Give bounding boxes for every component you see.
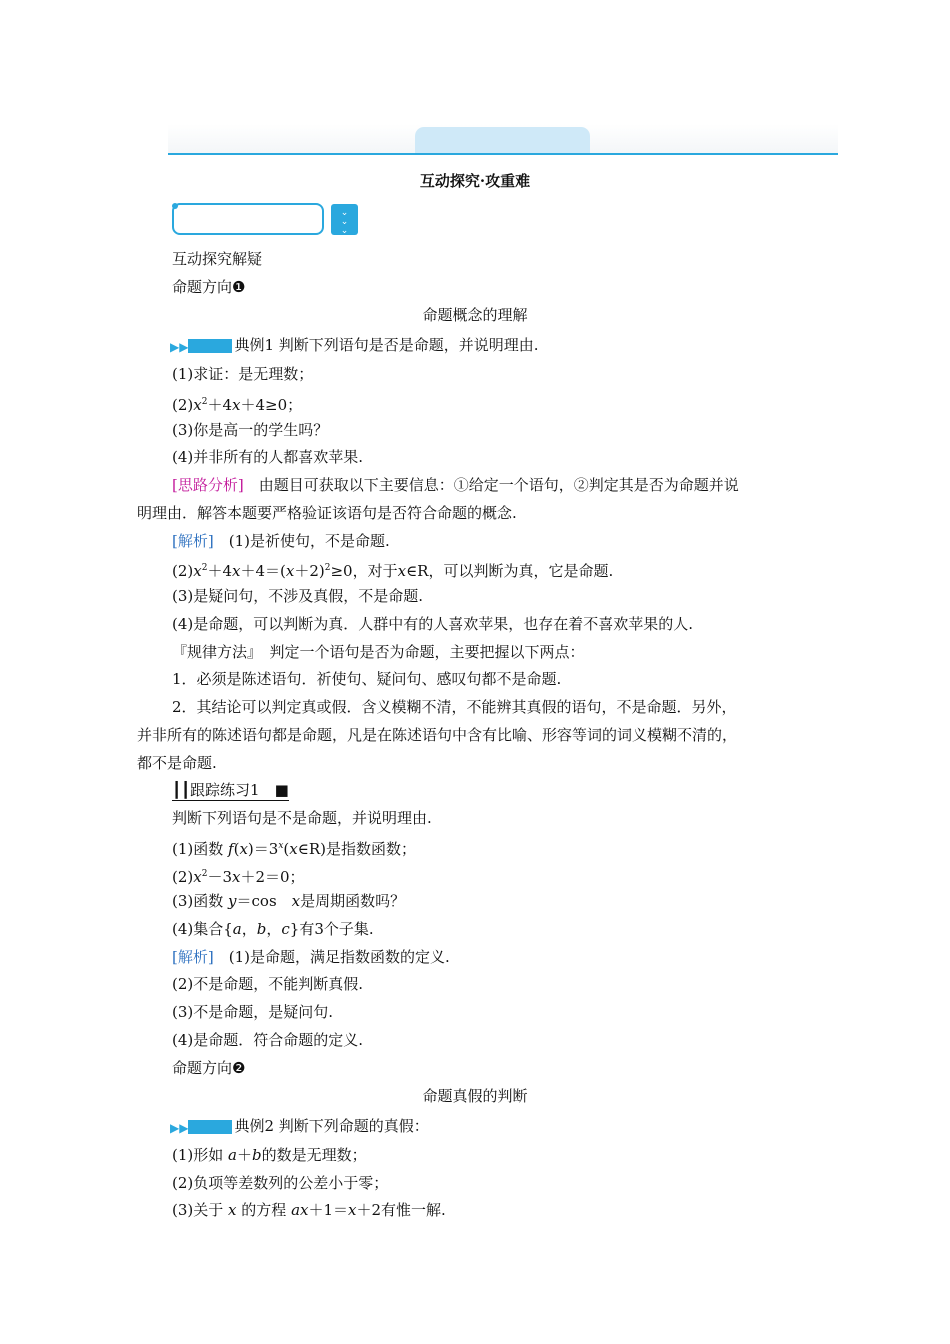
example-marker-icon: ▶▶ <box>170 1117 232 1138</box>
topic-title-2: 命题真假的判断 <box>422 1087 528 1105</box>
text-line: (3)你是高一的学生吗？ <box>172 421 329 439</box>
text-line: (1)求证：是无理数； <box>172 365 314 383</box>
text-line: 1．必须是陈述语句．祈使句、疑问句、感叹句都不是命题. <box>172 670 562 688</box>
text-line: 都不是命题. <box>137 754 217 772</box>
solution-tag: [解析] <box>172 532 214 550</box>
subheading-explore: 互动探究解疑 <box>172 250 263 268</box>
method-line: 『规律方法』 判定一个语句是否为命题，主要把握以下两点： <box>172 643 585 661</box>
text-line: (4)并非所有的人都喜欢苹果. <box>172 448 364 466</box>
solution-line: [解析] (1)是祈使句，不是命题. <box>172 532 390 550</box>
text-line: (4)是命题．符合命题的定义. <box>172 1031 364 1049</box>
direction-heading-1: 命题方向❶ <box>172 278 246 296</box>
example-1: ▶▶ 典例1 判断下列语句是否是命题，并说明理由. <box>170 335 539 357</box>
practice-heading: ┃┃跟踪练习1 ■ <box>172 781 289 799</box>
text-line: (4)是命题，可以判断为真．人群中有的人喜欢苹果，也存在着不喜欢苹果的人. <box>172 615 694 633</box>
solution-line: [解析] (1)是命题，满足指数函数的定义. <box>172 948 450 966</box>
label-pill <box>172 203 324 235</box>
text-line: (2)不是命题，不能判断真假. <box>172 975 364 993</box>
text-line: (2)负项等差数列的公差小于零； <box>172 1174 389 1192</box>
section-title: 互动探究·攻重难 <box>419 172 531 190</box>
text-line: (3)是疑问句，不涉及真假，不是命题. <box>172 587 424 605</box>
example-marker-icon: ▶▶ <box>170 336 232 357</box>
chevron-down-icon: ⌄ ⌄ ⌄ <box>331 204 358 235</box>
topic-title-1: 命题概念的理解 <box>422 306 528 324</box>
text-line: $(2)x^2+4x+4=(x+2)^2\ge 0$，对于x∈R，可以判断为真，它是命题. <box>172 562 614 580</box>
text-line: (3)函数 y＝cos x是周期函数吗？ <box>172 892 406 910</box>
text-line: 明理由．解答本题要严格验证该语句是否符合命题的概念. <box>137 504 517 522</box>
pill-dot-icon <box>172 203 178 209</box>
analysis-line: [思路分析] 由题目可获取以下主要信息：①给定一个语句，②判定其是否为命题并说 <box>172 476 739 494</box>
text-line: 判断下列语句是不是命题，并说明理由. <box>172 809 432 827</box>
solution-tag: [解析] <box>172 948 214 966</box>
text-line: (1)形如 a＋b的数是无理数； <box>172 1146 367 1164</box>
example-2: ▶▶ 典例2 判断下列命题的真假： <box>170 1116 429 1138</box>
text-line: $(2)x^2-3x+2=0$； <box>172 868 305 886</box>
text-line: (4)集合{a，b，c}有3个子集. <box>172 920 374 938</box>
text-line: 并非所有的陈述语句都是命题，凡是在陈述语句中含有比喻、形容等词的词义模糊不清的， <box>137 726 738 744</box>
analysis-tag: [思路分析] <box>172 476 244 494</box>
text-line: (3)不是命题，是疑问句. <box>172 1003 334 1021</box>
text-line: (1)函数 $f(x)=3^x(x\in R)$是指数函数； <box>172 840 416 858</box>
text-line: 2．其结论可以判定真或假．含义模糊不清，不能辨其真假的语句，不是命题．另外， <box>172 698 737 716</box>
text-line: $(2)x^2+4x+4\ge 0$； <box>172 396 303 414</box>
text-line: (3)关于 x 的方程 ax＋1＝x＋2有惟一解. <box>172 1201 446 1219</box>
header-rule <box>168 153 838 155</box>
header-banner-tab <box>415 127 590 154</box>
direction-heading-2: 命题方向❷ <box>172 1059 246 1077</box>
